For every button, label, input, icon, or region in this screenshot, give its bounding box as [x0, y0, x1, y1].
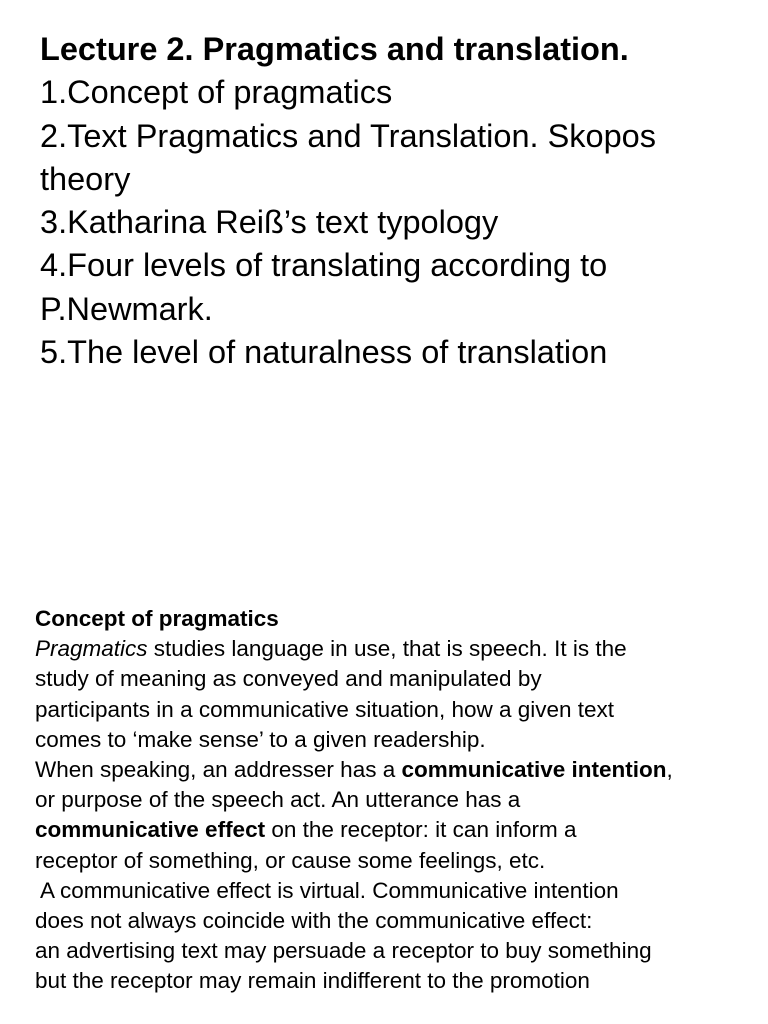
- paragraph-2-line-4: receptor of something, or cause some feelings, etc.: [35, 847, 546, 873]
- section-heading: Concept of pragmatics: [35, 606, 279, 631]
- paragraph-3-line-3: an advertising text may persuade a receptor to buy something: [35, 938, 652, 964]
- paragraph-1-line-4: comes to ‘make sense’ to a given readership.: [35, 726, 486, 752]
- paragraph-1-line-1: Pragmatics studies language in use, that is speech. It is the: [35, 636, 627, 662]
- outline-item-4-cont: P.Newmark.: [40, 290, 213, 327]
- paragraph-2-line-3: communicative effect on the receptor: it can inform a: [35, 817, 577, 843]
- paragraph-2-line-2: or purpose of the speech act. An utterance has a: [35, 787, 521, 813]
- paragraph-3-line-2: does not always coincide with the communicative effect:: [35, 908, 593, 934]
- lecture-title: Lecture 2. Pragmatics and translation.: [40, 31, 629, 67]
- paragraph-2-line-1: When speaking, an addresser has a communicative intention,: [35, 757, 673, 783]
- outline-item-1: 1.Concept of pragmatics: [40, 74, 393, 111]
- lecture-outline: [40, 28, 740, 374]
- communicative-effect-term: communicative effect: [35, 817, 266, 843]
- paragraph-1-line-3: participants in a communicative situation, how a given text: [35, 696, 615, 722]
- outline-item-4: 4.Four levels of translating according to: [40, 247, 608, 284]
- outline-item-2: 2.Text Pragmatics and Translation. Skopos: [40, 117, 657, 154]
- outline-item-2-cont: theory: [40, 160, 131, 197]
- paragraph-3-line-4: but the receptor may remain indifferent to the promotion: [35, 968, 590, 994]
- paragraph-1-line-2: study of meaning as conveyed and manipulated by: [35, 666, 542, 692]
- concept-section: [35, 604, 750, 997]
- paragraph-3-line-1: A communicative effect is virtual. Communicative intention: [35, 877, 619, 903]
- pragmatics-term: Pragmatics: [35, 636, 148, 662]
- communicative-intention-term: communicative intention: [401, 757, 667, 783]
- outline-item-3: 3.Katharina Reiß’s text typology: [40, 204, 499, 241]
- outline-item-5: 5.The level of naturalness of translation: [40, 334, 608, 371]
